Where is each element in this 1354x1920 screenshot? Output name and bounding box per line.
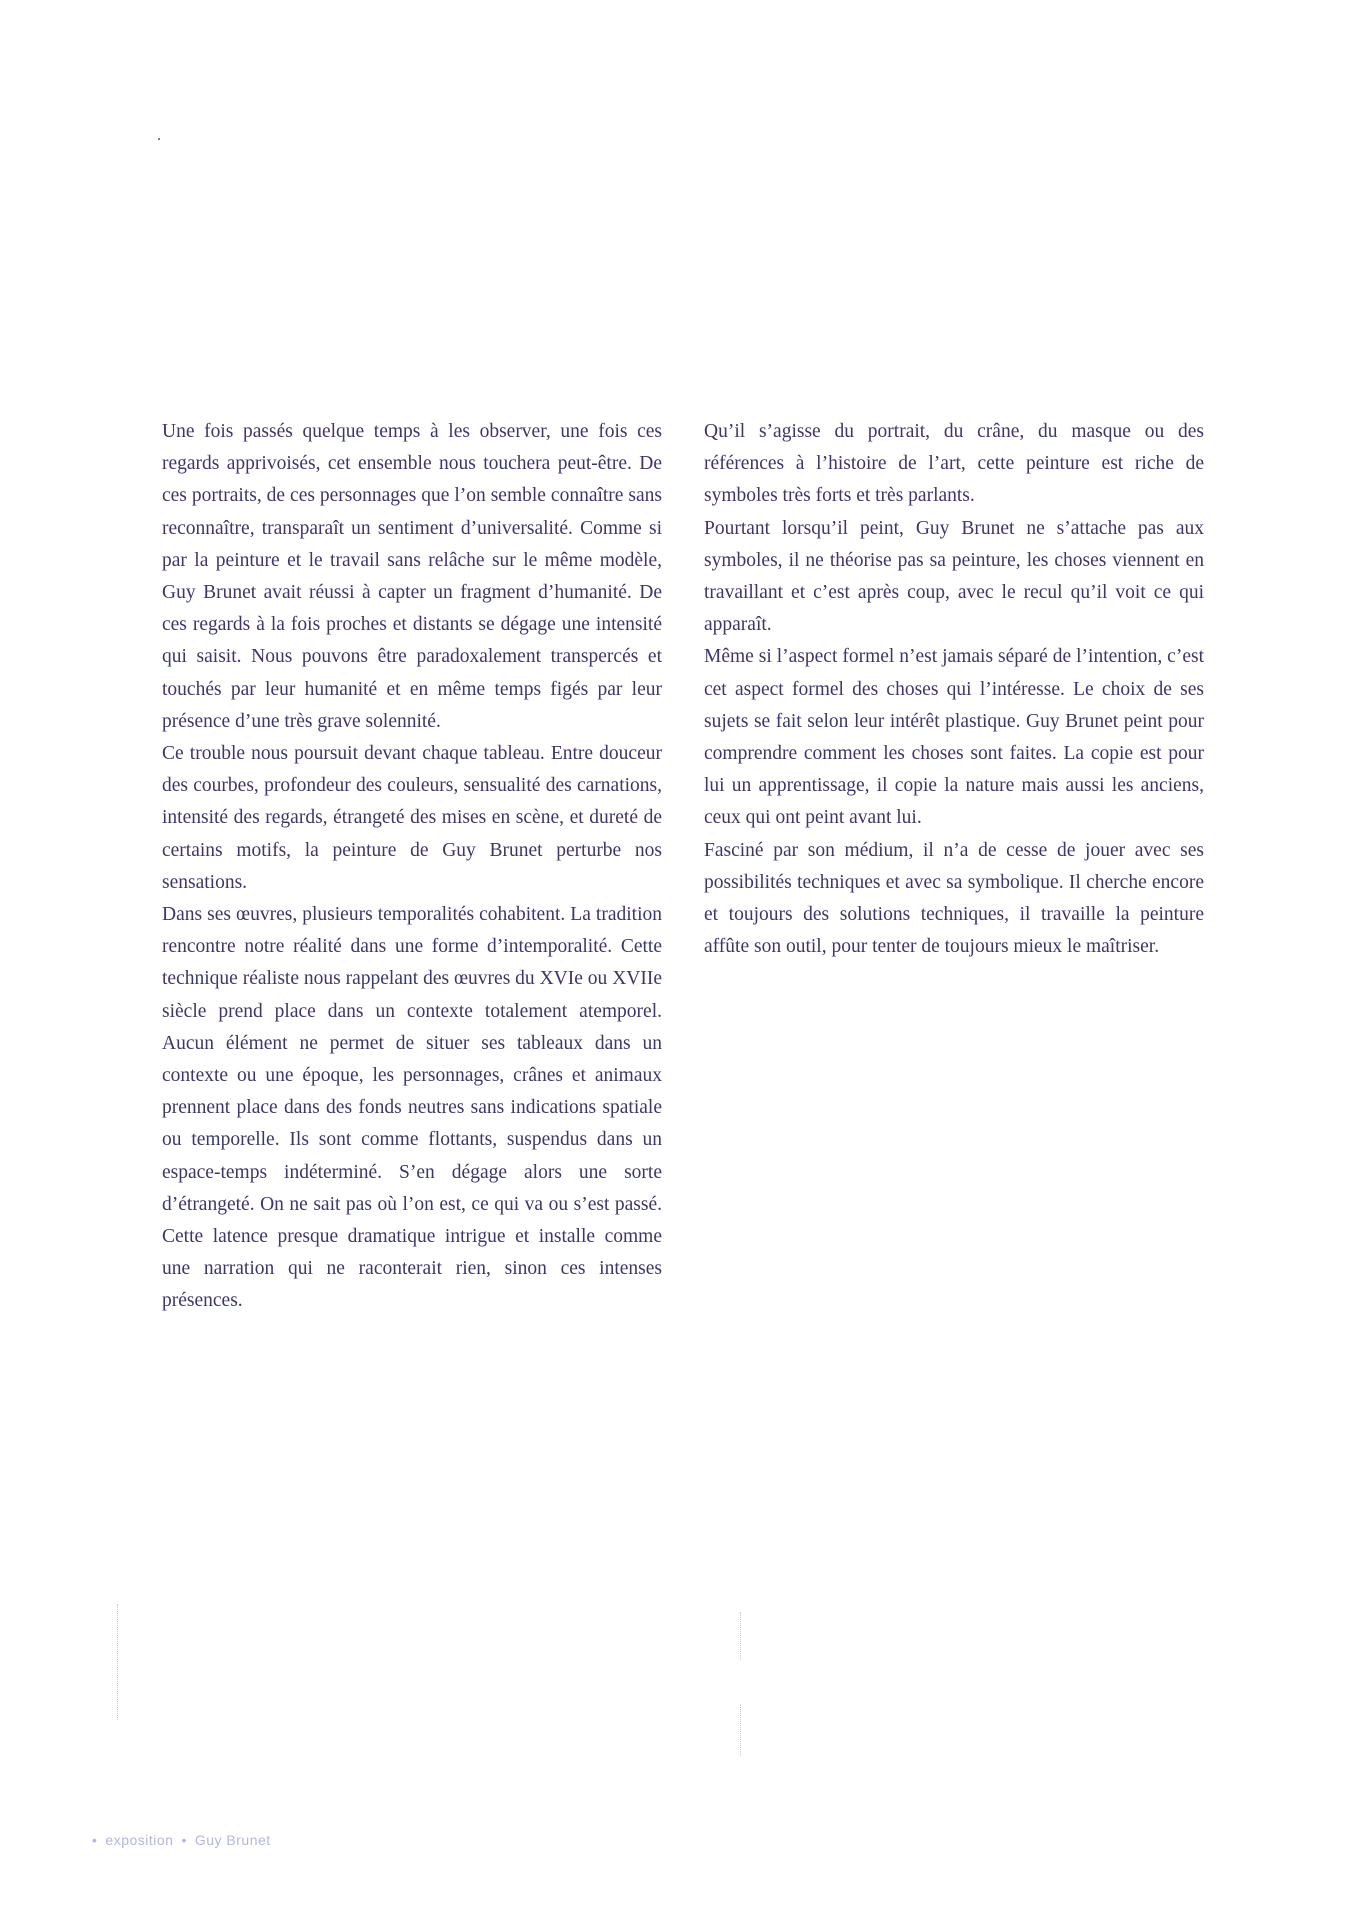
paragraph: Une fois passés quelque temps à les observer, une fois ces regards apprivoisés, cet ensemble nous touchera peut-être. De ces portraits, de ces personnages que l’on semble connaître sans reconnaître, transparaît un sentiment d’universalité. Comme si par la peinture et le travail sans relâche sur le même modèle, Guy Brunet avait réussi à capter un fragment d’humanité. De ces regards à la fois proches et distants se dégage une intensité qui saisit. Nous pouvons être paradoxalement transpercés et touchés par leur humanité et en même temps figés par leur présence d’une très grave solennité.	[162, 421, 662, 732]
bullet-icon: •	[92, 1832, 98, 1848]
text-column-right	[704, 416, 1204, 963]
paragraph: Fasciné par son médium, il n’a de cesse de jouer avec ses possibilités techniques et avec sa symbolique. Il cherche encore et toujours des solutions techniques, il travaille la peinture affûte son outil, pour tenter de toujours mieux le maîtriser.	[704, 839, 1204, 958]
paragraph: Dans ses œuvres, plusieurs temporalités cohabitent. La tradition rencontre notre réalité dans une forme d’intemporalité. Cette technique réaliste nous rappelant des œuvres du XVIe ou XVIIe siècle prend place dans un contexte totalement atemporel. Aucun élément ne permet de situer ses tableaux dans un contexte ou une époque, les personnages, crânes et animaux prennent place dans des fonds neutres sans indications spatiale ou temporelle. Ils sont comme flottants, suspendus dans un espace-temps indéterminé. S’en dégage alors une sorte d’étrangeté. On ne sait pas où l’on est, ce qui va ou s’est passé. Cette latence presque dramatique intrigue et installe comme une narration qui ne raconterait rien, sinon ces intenses présences.	[162, 904, 662, 1312]
footer-artist: Guy Brunet	[194, 1832, 271, 1848]
bullet-icon: •	[181, 1832, 187, 1848]
footer-section: exposition	[105, 1832, 174, 1848]
paragraph: Pourtant lorsqu’il peint, Guy Brunet ne s’attache pas aux symboles, il ne théorise pas sa peinture, les choses viennent en travaillant et c’est après coup, avec le recul qu’il voit ce qui apparaît.	[704, 517, 1204, 636]
paragraph: Ce trouble nous poursuit devant chaque tableau. Entre douceur des courbes, profondeur des couleurs, sensualité des carnations, intensité des regards, étrangeté des mises en scène, et dureté de certains motifs, la peinture de Guy Brunet perturbe nos sensations.	[162, 743, 662, 893]
print-speck	[158, 138, 160, 140]
paragraph: Qu’il s’agisse du portrait, du crâne, du masque ou des références à l’histoire de l’art, cette peinture est riche de symboles très forts et très parlants.	[704, 421, 1204, 507]
text-column-left	[162, 416, 662, 1318]
page-footer	[92, 1832, 271, 1848]
fold-mark-right-lower	[740, 1704, 741, 1756]
fold-mark-right	[740, 1612, 741, 1660]
paragraph: Même si l’aspect formel n’est jamais séparé de l’intention, c’est cet aspect formel des choses qui l’intéresse. Le choix de ses sujets se fait selon leur intérêt plastique. Guy Brunet peint pour comprendre comment les choses sont faites. La copie est pour lui un apprentissage, il copie la nature mais aussi les anciens, ceux qui ont peint avant lui.	[704, 646, 1204, 829]
fold-mark-left	[117, 1604, 118, 1720]
